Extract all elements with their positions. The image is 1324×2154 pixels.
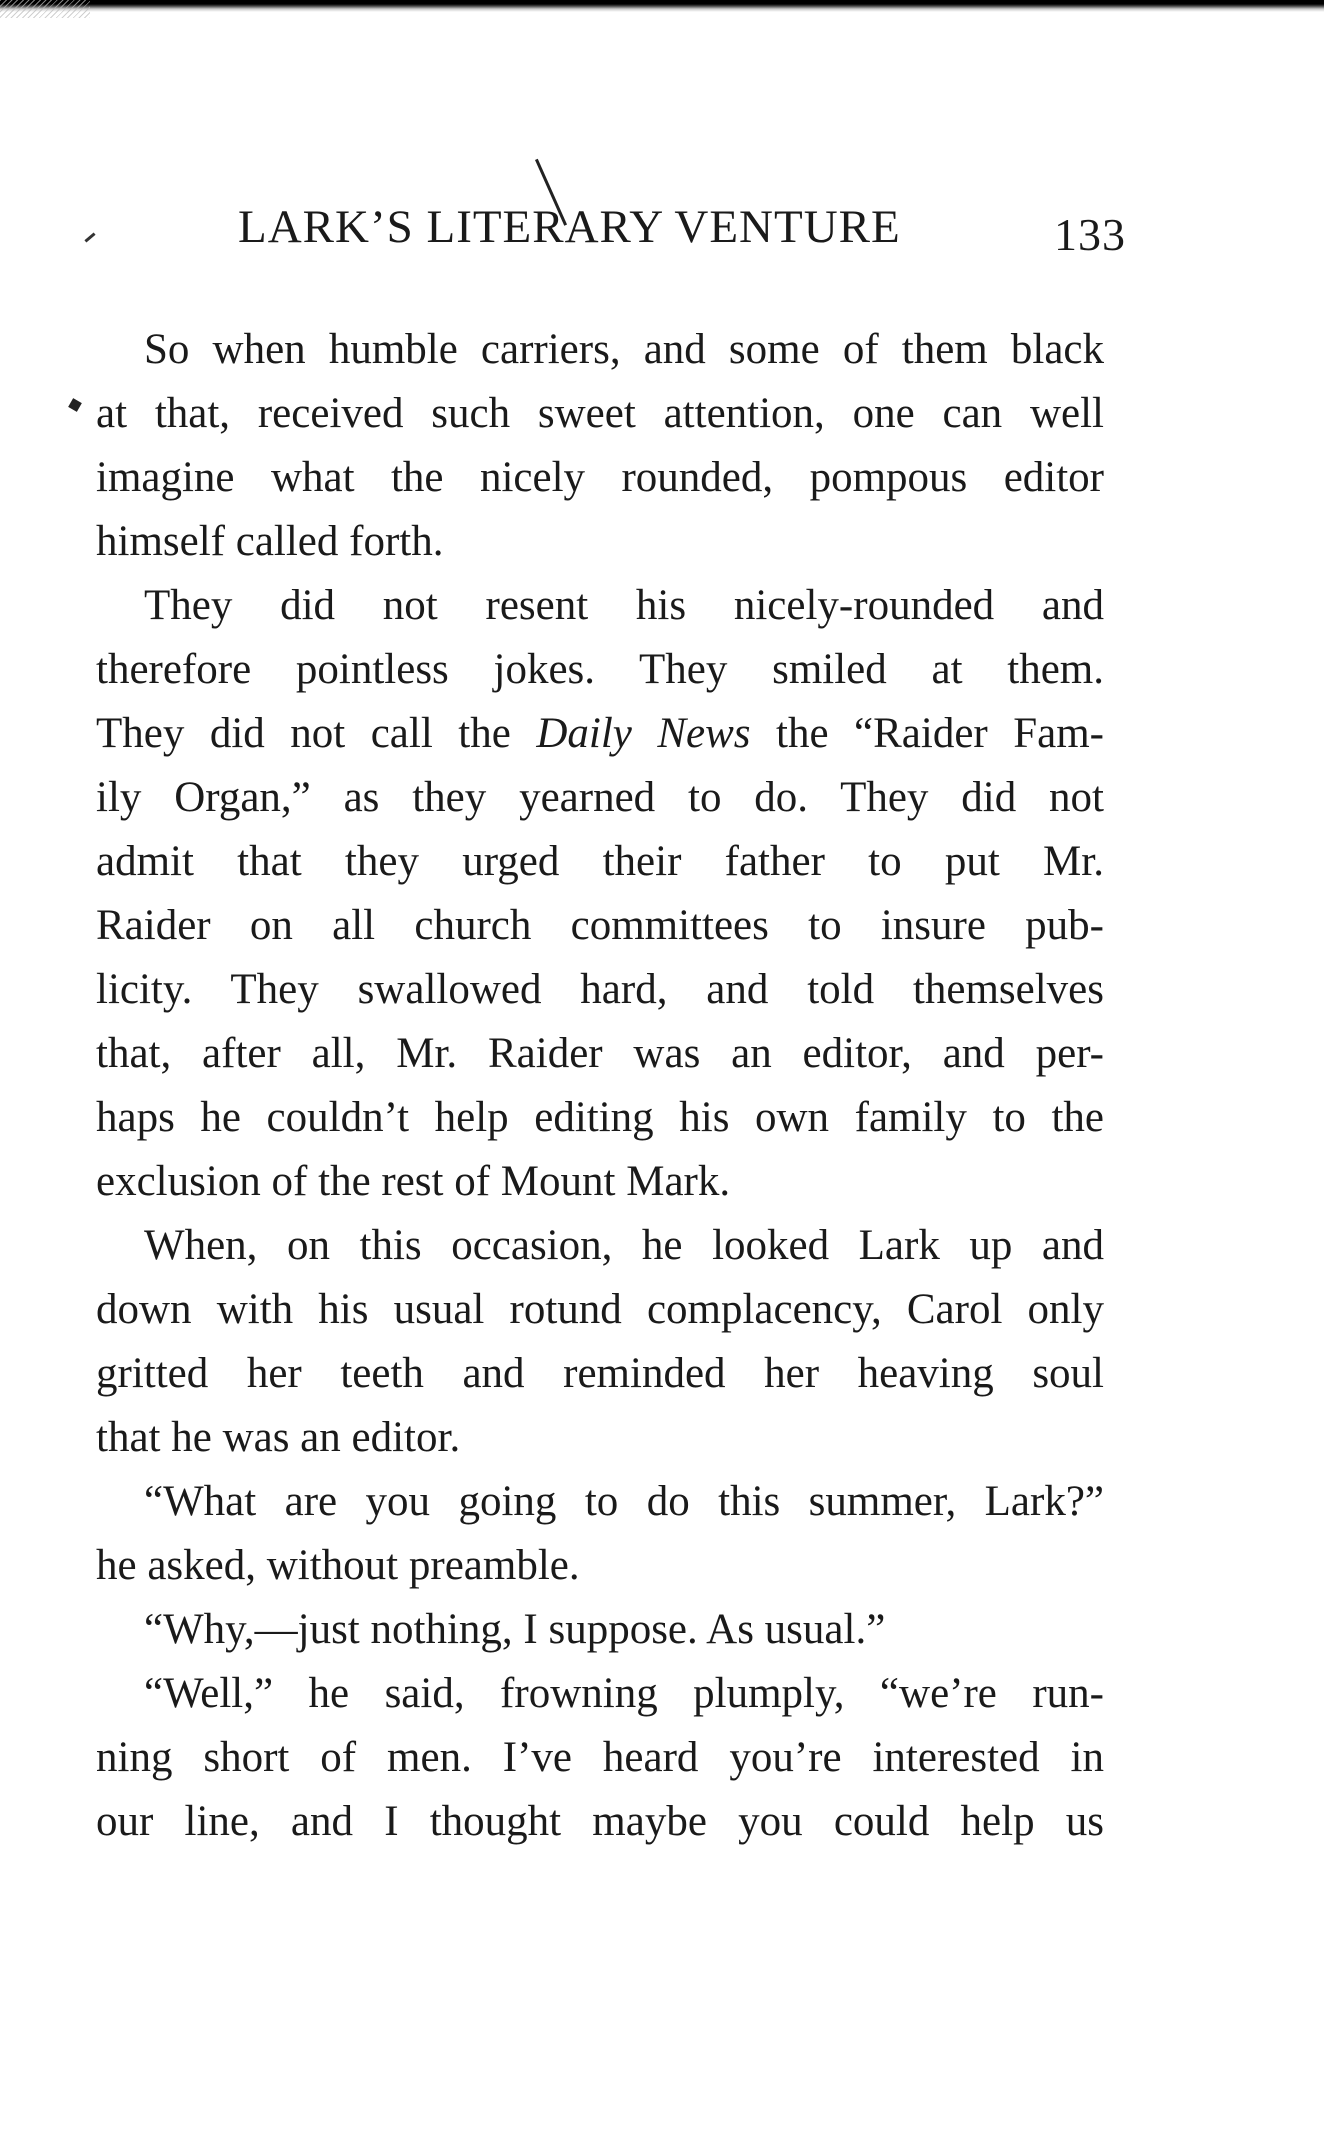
text-line: haps he couldn’t help editing his own family to the <box>96 1094 1104 1141</box>
text-line: They did not resent his nicely-rounded and <box>144 582 1104 629</box>
text-line: ily Organ,” as they yearned to do. They did not <box>96 774 1104 821</box>
text-line-part: the “Raider Fam- <box>750 710 1105 757</box>
text-line: exclusion of the rest of Mount Mark. <box>96 1158 731 1205</box>
page-top-edge <box>0 0 1324 12</box>
newspaper-title: Daily News <box>536 710 751 757</box>
text-line: “What are you going to do this summer, Lark?” <box>144 1478 1104 1525</box>
text-line: Raider on all church committees to insure pub- <box>96 902 1104 949</box>
text-line: that, after all, Mr. Raider was an editor, and per- <box>96 1030 1104 1077</box>
page-number: 133 <box>1054 209 1126 260</box>
text-line: himself called forth. <box>96 518 444 565</box>
text-line: he asked, without preamble. <box>96 1542 580 1589</box>
text-line: gritted her teeth and reminded her heaving soul <box>96 1350 1104 1397</box>
text-line: therefore pointless jokes. They smiled at them. <box>96 646 1104 693</box>
text-line: imagine what the nicely rounded, pompous editor <box>96 454 1104 501</box>
text-line: at that, received such sweet attention, one can well <box>96 390 1104 437</box>
text-line <box>96 702 1104 766</box>
page-header <box>238 200 1126 260</box>
text-line: When, on this occasion, he looked Lark up and <box>144 1222 1104 1269</box>
text-line: “Well,” he said, frowning plumply, “we’re run- <box>144 1670 1104 1717</box>
text-line: admit that they urged their father to put Mr. <box>96 838 1104 885</box>
running-head: LARK’S LITERARY VENTURE <box>238 201 901 253</box>
margin-tick-mark <box>84 232 95 242</box>
text-line: So when humble carriers, and some of them black <box>144 326 1104 373</box>
text-line: “Why,—just nothing, I suppose. As usual.” <box>144 1606 886 1653</box>
text-line: that he was an editor. <box>96 1414 461 1461</box>
text-line: our line, and I thought maybe you could help us <box>96 1798 1104 1845</box>
text-line: down with his usual rotund complacency, Carol only <box>96 1286 1104 1333</box>
text-line: licity. They swallowed hard, and told themselves <box>96 966 1104 1013</box>
page-corner-speckle <box>0 0 90 18</box>
text-line-part: They did not call the <box>96 710 537 757</box>
text-line: ning short of men. I’ve heard you’re interested in <box>96 1734 1104 1781</box>
margin-bullet-mark <box>68 398 82 412</box>
